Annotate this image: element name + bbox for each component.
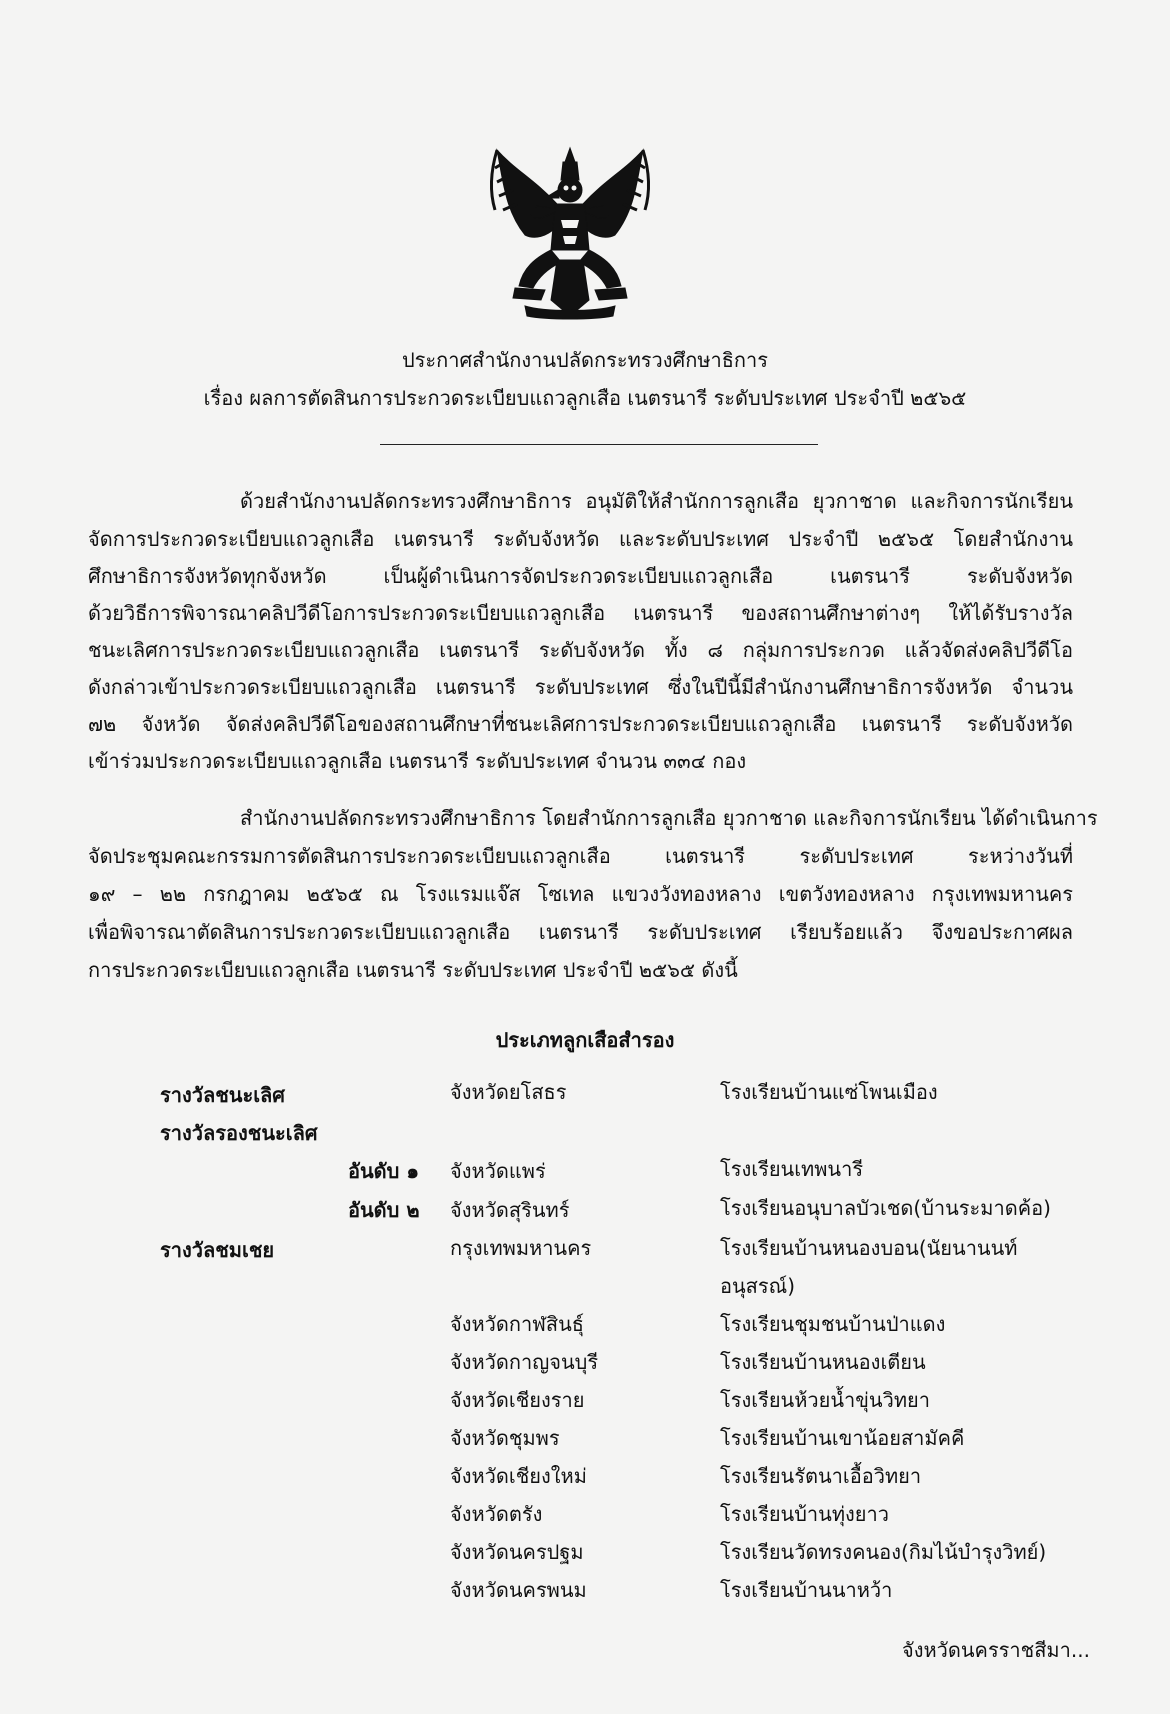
announcement-title: ประกาศสำนักงานปลัดกระทรวงศึกษาธิการ	[401, 348, 769, 372]
award-winner-label: รางวัลชนะเลิศ	[160, 1083, 285, 1107]
paragraph1-line: ชนะเลิศการประกวดระเบียบแถวลูกเสือ เนตรนารี ระดับจังหวัด ทั้ง ๘ กลุ่มการประกวด แล้วจัดส่งคลิปวีดีโอ	[88, 638, 1073, 662]
award-runner-up-label: รางวัลรองชนะเลิศ	[160, 1121, 318, 1145]
award-province: จังหวัดยโสธร	[450, 1080, 567, 1104]
award-school: โรงเรียนรัตนาเอื้อวิทยา	[720, 1464, 922, 1488]
award-province: จังหวัดเชียงใหม่	[450, 1464, 587, 1488]
rank-label: อันดับ ๒	[348, 1198, 420, 1222]
award-province: จังหวัดกาฬสินธุ์	[450, 1312, 584, 1336]
paragraph1-line: ด้วยวิธีการพิจารณาคลิปวีดีโอการประกวดระเบียบแถวลูกเสือ เนตรนารี ของสถานศึกษาต่างๆ ให้ได้รับรางวัล	[88, 601, 1073, 625]
paragraph2-line: เพื่อพิจารณาตัดสินการประกวดระเบียบแถวลูกเสือ เนตรนารี ระดับประเทศ เรียบร้อยแล้ว จึงขอประกาศผล	[88, 920, 1073, 944]
award-school: โรงเรียนบ้านทุ่งยาว	[720, 1502, 889, 1526]
award-school: โรงเรียนวัดทรงคนอง(กิมไน้บำรุงวิทย์)	[720, 1540, 1047, 1564]
paragraph2-line: สำนักงานปลัดกระทรวงศึกษาธิการ โดยสำนักการลูกเสือ ยุวกาชาด และกิจการนักเรียน ได้ดำเนินการ	[240, 806, 1098, 830]
paragraph2-line: จัดประชุมคณะกรรมการตัดสินการประกวดระเบียบแถวลูกเสือ เนตรนารี ระดับประเทศ ระหว่างวันที่	[88, 844, 1073, 868]
title-divider	[380, 444, 818, 445]
award-province: จังหวัดนครพนม	[450, 1578, 587, 1602]
paragraph1-line: จัดการประกวดระเบียบแถวลูกเสือ เนตรนารี ระดับจังหวัด และระดับประเทศ ประจำปี ๒๕๖๕ โดยสำนักงาน	[88, 527, 1073, 551]
award-school: โรงเรียนอนุบาลบัวเชด(บ้านระมาดค้อ)	[720, 1196, 1051, 1220]
paragraph1-line: ดังกล่าวเข้าประกวดระเบียบแถวลูกเสือ เนตรนารี ระดับประเทศ ซึ่งในปีนี้มีสำนักงานศึกษาธิการจังหวัด จำนวน	[88, 675, 1073, 699]
paragraph1-line: ศึกษาธิการจังหวัดทุกจังหวัด เป็นผู้ดำเนินการจัดประกวดระเบียบแถวลูกเสือ เนตรนารี ระดับจังหวัด	[88, 564, 1073, 588]
announcement-subject: เรื่อง ผลการตัดสินการประกวดระเบียบแถวลูกเสือ เนตรนารี ระดับประเทศ ประจำปี ๒๕๖๕	[203, 386, 967, 410]
paragraph1-line: ด้วยสำนักงานปลัดกระทรวงศึกษาธิการ อนุมัติให้สำนักการลูกเสือ ยุวกาชาด และกิจการนักเรียน	[240, 489, 1073, 513]
award-province: จังหวัดกาญจนบุรี	[450, 1350, 599, 1374]
award-school: โรงเรียนห้วยน้ำขุ่นวิทยา	[720, 1388, 930, 1412]
rank-label: อันดับ ๑	[348, 1159, 420, 1183]
award-province: จังหวัดชุมพร	[450, 1426, 560, 1450]
award-school: โรงเรียนเทพนารี	[720, 1157, 864, 1181]
award-school-continued: อนุสรณ์)	[720, 1274, 795, 1298]
award-province: จังหวัดสุรินทร์	[450, 1198, 570, 1222]
award-school: โรงเรียนบ้านหนองบอน(นัยนานนท์	[720, 1236, 1018, 1260]
award-school: โรงเรียนบ้านหนองเตียน	[720, 1350, 926, 1374]
award-province: จังหวัดเชียงราย	[450, 1388, 585, 1412]
paragraph1-line: เข้าร่วมประกวดระเบียบแถวลูกเสือ เนตรนารี ระดับประเทศ จำนวน ๓๓๔ กอง	[88, 749, 747, 773]
award-province: กรุงเทพมหานคร	[450, 1236, 592, 1260]
award-province: จังหวัดแพร่	[450, 1159, 546, 1183]
paragraph1-line: ๗๒ จังหวัด จัดส่งคลิปวีดีโอของสถานศึกษาที่ชนะเลิศการประกวดระเบียบแถวลูกเสือ เนตรนารี ระดับจังหวัด	[88, 712, 1073, 736]
award-school: โรงเรียนบ้านเขาน้อยสามัคคี	[720, 1426, 965, 1450]
award-province: จังหวัดตรัง	[450, 1502, 543, 1526]
award-school: โรงเรียนบ้านนาหว้า	[720, 1578, 893, 1602]
award-province: จังหวัดนครปฐม	[450, 1540, 584, 1564]
award-school: โรงเรียนชุมชนบ้านป่าแดง	[720, 1312, 946, 1336]
award-school: โรงเรียนบ้านแซ่โพนเมือง	[720, 1080, 938, 1104]
garuda-emblem-icon	[485, 140, 655, 320]
award-honorable-label: รางวัลชมเชย	[160, 1238, 275, 1262]
paragraph2-line: การประกวดระเบียบแถวลูกเสือ เนตรนารี ระดับประเทศ ประจำปี ๒๕๖๕ ดังนี้	[88, 958, 738, 982]
section-title: ประเภทลูกเสือสำรอง	[495, 1028, 675, 1052]
continuation-marker: จังหวัดนครราชสีมา...	[902, 1638, 1090, 1662]
paragraph2-line: ๑๙ – ๒๒ กรกฎาคม ๒๕๖๕ ณ โรงแรมแจ๊ส โซเทล แขวงวังทองหลาง เขตวังทองหลาง กรุงเทพมหานคร	[88, 882, 1073, 906]
